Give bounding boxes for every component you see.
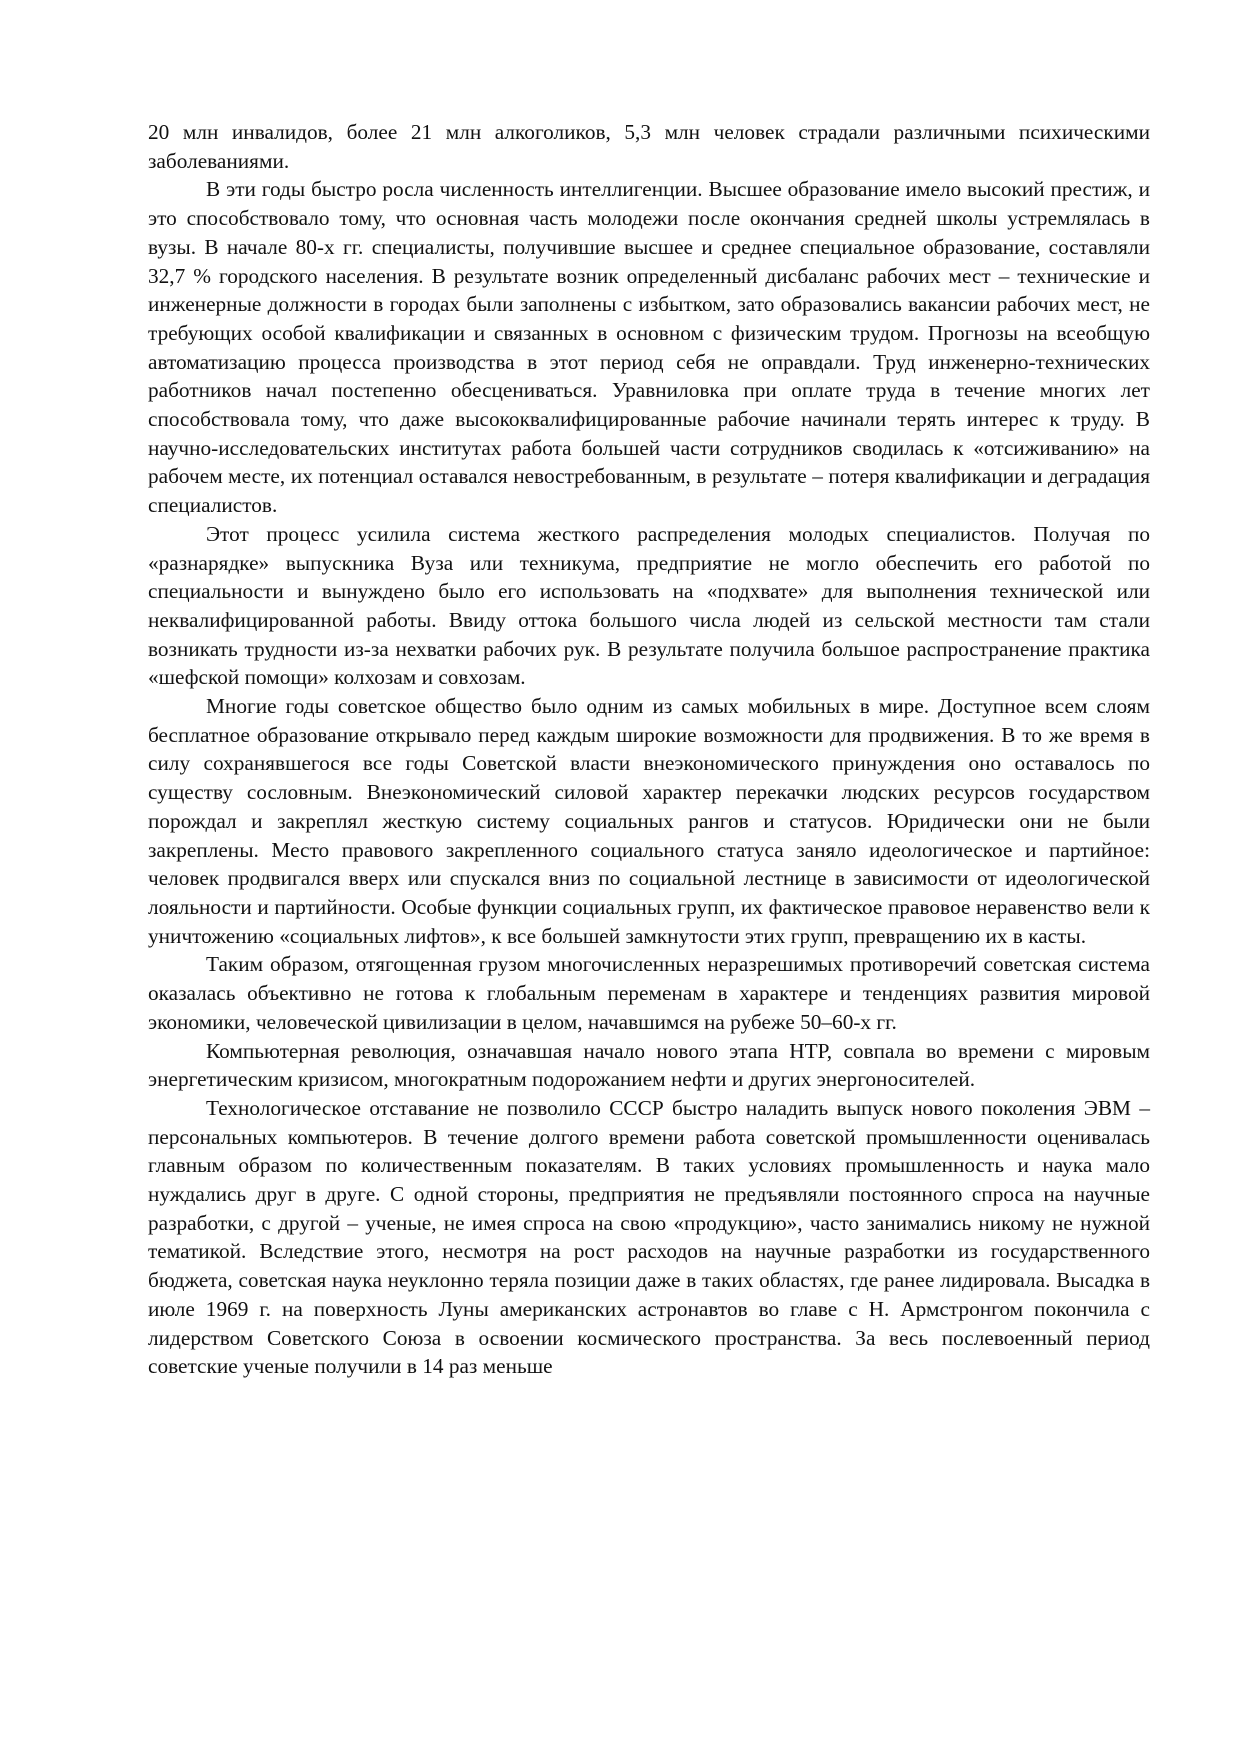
paragraph-5: Таким образом, отягощенная грузом многочисленных неразрешимых противоречий советская система оказалась объективно не готова к глобальным переменам в характере и тенденциях развития мировой экономики, человеческой цивилизации в целом, начавшимся на рубеже 50–60-х гг. bbox=[148, 952, 1150, 1034]
paragraph-1: 20 млн инвалидов, более 21 млн алкоголиков, 5,3 млн человек страдали различными психическими заболеваниями. bbox=[148, 120, 1150, 173]
paragraph-2: В эти годы быстро росла численность интеллигенции. Высшее образование имело высокий престиж, и это способствовало тому, что основная часть молодежи после окончания средней школы устремлялась в вузы. В начале 80-х гг. специалисты, получившие высшее и среднее специальное образование, составляли 32,7 % городского населения. В результате возник определенный дисбаланс рабочих мест – технические и инженерные должности в городах были заполнены с избытком, зато образовались вакансии рабочих мест, не требующих особой квалификации и связанных в основном с физическим трудом. Прогнозы на всеобщую автоматизацию процесса производства в этот период себя не оправдали. Труд инженерно-технических работников начал постепенно обесцениваться. Уравниловка при оплате труда в течение многих лет способствовала тому, что даже высококвалифицированные рабочие начинали терять интерес к труду. В научно-исследовательских институтах работа большей части сотрудников сводилась к «отсиживанию» на рабочем месте, их потенциал оставался невостребованным, в результате – потеря квалификации и деградация специалистов. bbox=[148, 177, 1150, 518]
paragraph-3: Этот процесс усилила система жесткого распределения молодых специалистов. Получая по «разнарядке» выпускника Вуза или техникума, предприятие не могло обеспечить его работой по специальности и вынуждено было его использовать на «подхвате» для выполнения технической или неквалифицированной работы. Ввиду оттока большого числа людей из сельской местности там стали возникать трудности из-за нехватки рабочих рук. В результате получила большое распространение практика «шефской помощи» колхозам и совхозам. bbox=[148, 521, 1150, 690]
paragraph-6: Компьютерная революция, означавшая начало нового этапа НТР, совпала во времени с мировым энергетическим кризисом, многократным подорожанием нефти и других энергоносителей. bbox=[148, 1038, 1150, 1092]
paragraph-4: Многие годы советское общество было одним из самых мобильных в мире. Доступное всем слоям бесплатное образование открывало перед каждым широкие возможности для продвижения. В то же время в силу сохранявшегося все годы Советской власти внеэкономического принуждения оно оставалось по существу сословным. Внеэкономический силовой характер перекачки людских ресурсов государством порождал и закреплял жесткую систему социальных рангов и статусов. Юридически они не были закреплены. Место правового закрепленного социального статуса заняло идеологическое и партийное: человек продвигался вверх или спускался вниз по социальной лестнице в зависимости от идеологической лояльности и партийности. Особые функции социальных групп, их фактическое правовое неравенство вели к уничтожению «социальных лифтов», к все большей замкнутости этих групп, превращению их в касты. bbox=[148, 694, 1150, 948]
paragraph-7: Технологическое отставание не позволило СССР быстро наладить выпуск нового поколения ЭВМ – персональных компьютеров. В течение долгого времени работа советской промышленности оценивалась главным образом по количественным показателям. В таких условиях промышленность и наука мало нуждались друг в друге. С одной стороны, предприятия не предъявляли постоянного спроса на научные разработки, с другой – ученые, не имея спроса на свою «продукцию», часто занимались никому не нужной тематикой. Вследствие этого, несмотря на рост расходов на научные разработки из государственного бюджета, советская наука неуклонно теряла позиции даже в таких областях, где ранее лидировала. Высадка в июле 1969 г. на поверхность Луны американских астронавтов во главе с Н. Армстронгом покончила с лидерством Советского Союза в освоении космического пространства. За весь послевоенный период советские ученые получили в 14 раз меньше bbox=[148, 1095, 1150, 1379]
document-page bbox=[148, 118, 1150, 1381]
